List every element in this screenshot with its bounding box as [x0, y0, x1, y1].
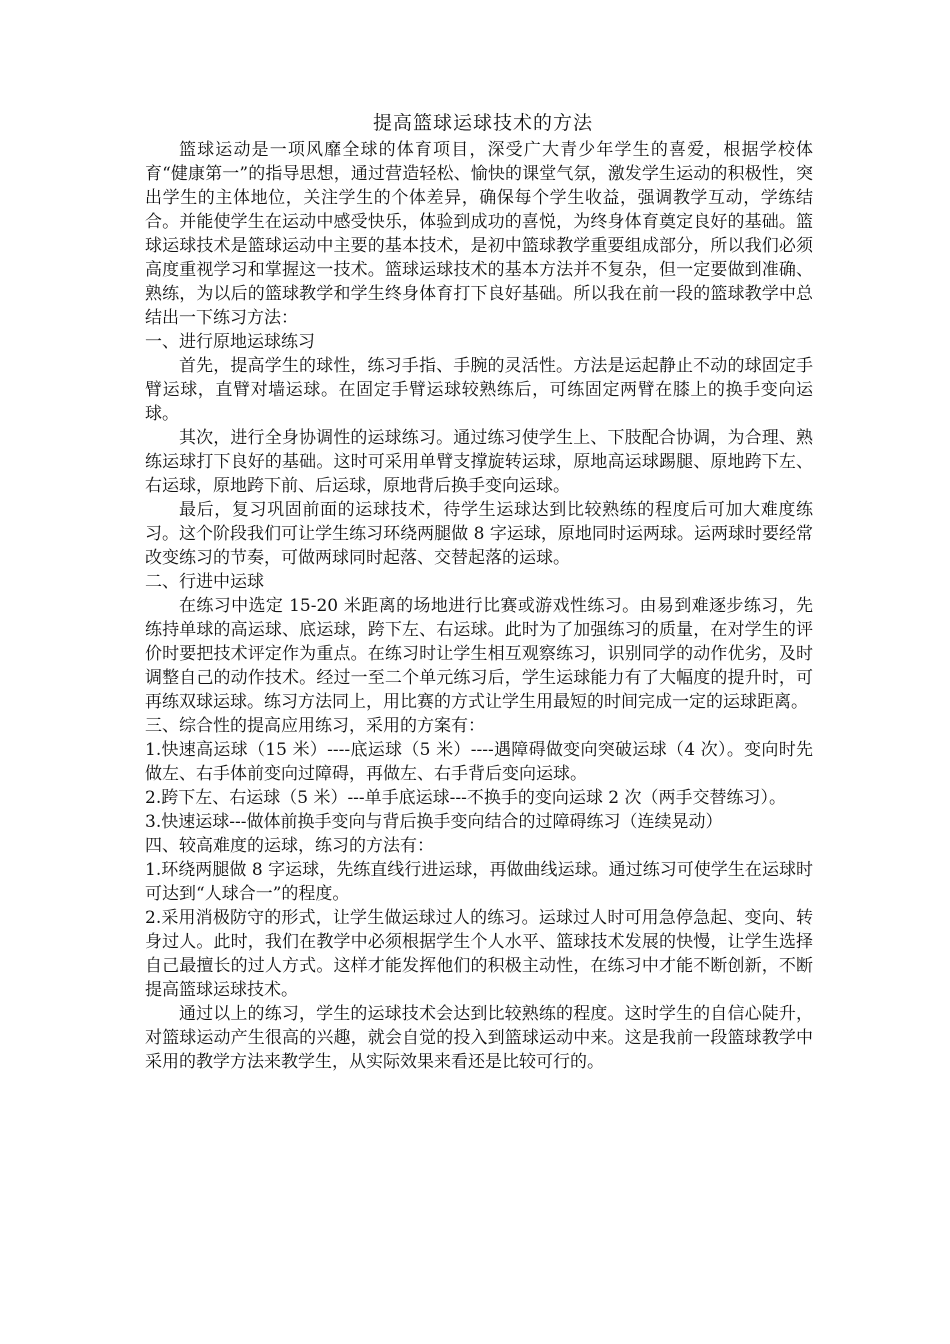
section-3-item-1: 1.快速高运球（15 米）----底运球（5 米）----遇障碍做变向突破运球（4 次）。变向时先做左、右手体前变向过障碍，再做左、右手背后变向运球。 [145, 740, 813, 784]
document-body [145, 108, 813, 1074]
section-1-paragraph-2: 其次，进行全身协调性的运球练习。通过练习使学生上、下肢配合协调，为合理、熟练运球打下良好的基础。这时可采用单臂支撑旋转运球，原地高运球踢腿、原地跨下左、右运球，原地跨下前、后运球，原地背后换手变向运球。 [145, 428, 813, 496]
section-4-heading: 四、较高难度的运球，练习的方法有： [145, 836, 434, 856]
section-1-heading: 一、进行原地运球练习 [145, 332, 315, 352]
conclusion-paragraph: 通过以上的练习，学生的运球技术会达到比较熟练的程度。这时学生的自信心陡升，对篮球运动产生很高的兴趣，就会自觉的投入到篮球运动中来。这是我前一段篮球教学中采用的教学方法来教学生，从实际效果来看还是比较可行的。 [145, 1004, 813, 1072]
section-4-item-1: 1.环绕两腿做 8 字运球，先练直线行进运球，再做曲线运球。通过练习可使学生在运球时可达到“人球合一”的程度。 [145, 860, 813, 904]
document-title: 提高篮球运球技术的方法 [372, 112, 593, 134]
section-3-item-2: 2.跨下左、右运球（5 米）---单手底运球---不换手的变向运球 2 次（两手交替练习）。 [145, 788, 787, 808]
section-1-paragraph-1: 首先，提高学生的球性，练习手指、手腕的灵活性。方法是运起静止不动的球固定手臂运球，直臂对墙运球。在固定手臂运球较熟练后，可练固定两臂在膝上的换手变向运球。 [145, 356, 813, 424]
intro-paragraph: 篮球运动是一项风靡全球的体育项目，深受广大青少年学生的喜爱，根据学校体育“健康第一”的指导思想，通过营造轻松、愉快的课堂气氛，激发学生运动的积极性，突出学生的主体地位，关注学生的个体差异，确保每个学生收益，强调教学互动，学练结合。并能使学生在运动中感受快乐，体验到成功的喜悦，为终身体育奠定良好的基础。篮球运球技术是篮球运动中主要的基本技术，是初中篮球教学重要组成部分，所以我们必须高度重视学习和掌握这一技术。篮球运球技术的基本方法并不复杂，但一定要做到准确、熟练，为以后的篮球教学和学生终身体育打下良好基础。所以我在前一段的篮球教学中总结出一下练习方法： [145, 140, 813, 328]
section-4-item-2: 2.采用消极防守的形式，让学生做运球过人的练习。运球过人时可用急停急起、变向、转身过人。此时，我们在教学中必须根据学生个人水平、篮球技术发展的快慢，让学生选择自己最擅长的过人方式。这样才能发挥他们的积极主动性，在练习中才能不断创新，不断提高篮球运球技术。 [145, 908, 813, 1000]
section-2-heading: 二、行进中运球 [145, 572, 264, 592]
section-1-paragraph-3: 最后，复习巩固前面的运球技术，待学生运球达到比较熟练的程度后可加大难度练习。这个阶段我们可让学生练习环绕两腿做 8 字运球，原地同时运两球。运两球时要经常改变练习的节奏，可做两球同时起落、交替起落的运球。 [145, 500, 813, 568]
section-3-item-3: 3.快速运球---做体前换手变向与背后换手变向结合的过障碍练习（连续晃动） [145, 812, 723, 832]
section-2-paragraph-1: 在练习中选定 15-20 米距离的场地进行比赛或游戏性练习。由易到难逐步练习，先练持单球的高运球、底运球，跨下左、右运球。此时为了加强练习的质量，在对学生的评价时要把技术评定作为重点。在练习时让学生相互观察练习，识别同学的动作优劣，及时调整自己的动作技术。经过一至二个单元练习后，学生运球能力有了大幅度的提升时，可再练双球运球。练习方法同上，用比赛的方式让学生用最短的时间完成一定的运球距离。 [145, 596, 813, 712]
section-3-heading: 三、综合性的提高应用练习，采用的方案有： [145, 716, 485, 736]
